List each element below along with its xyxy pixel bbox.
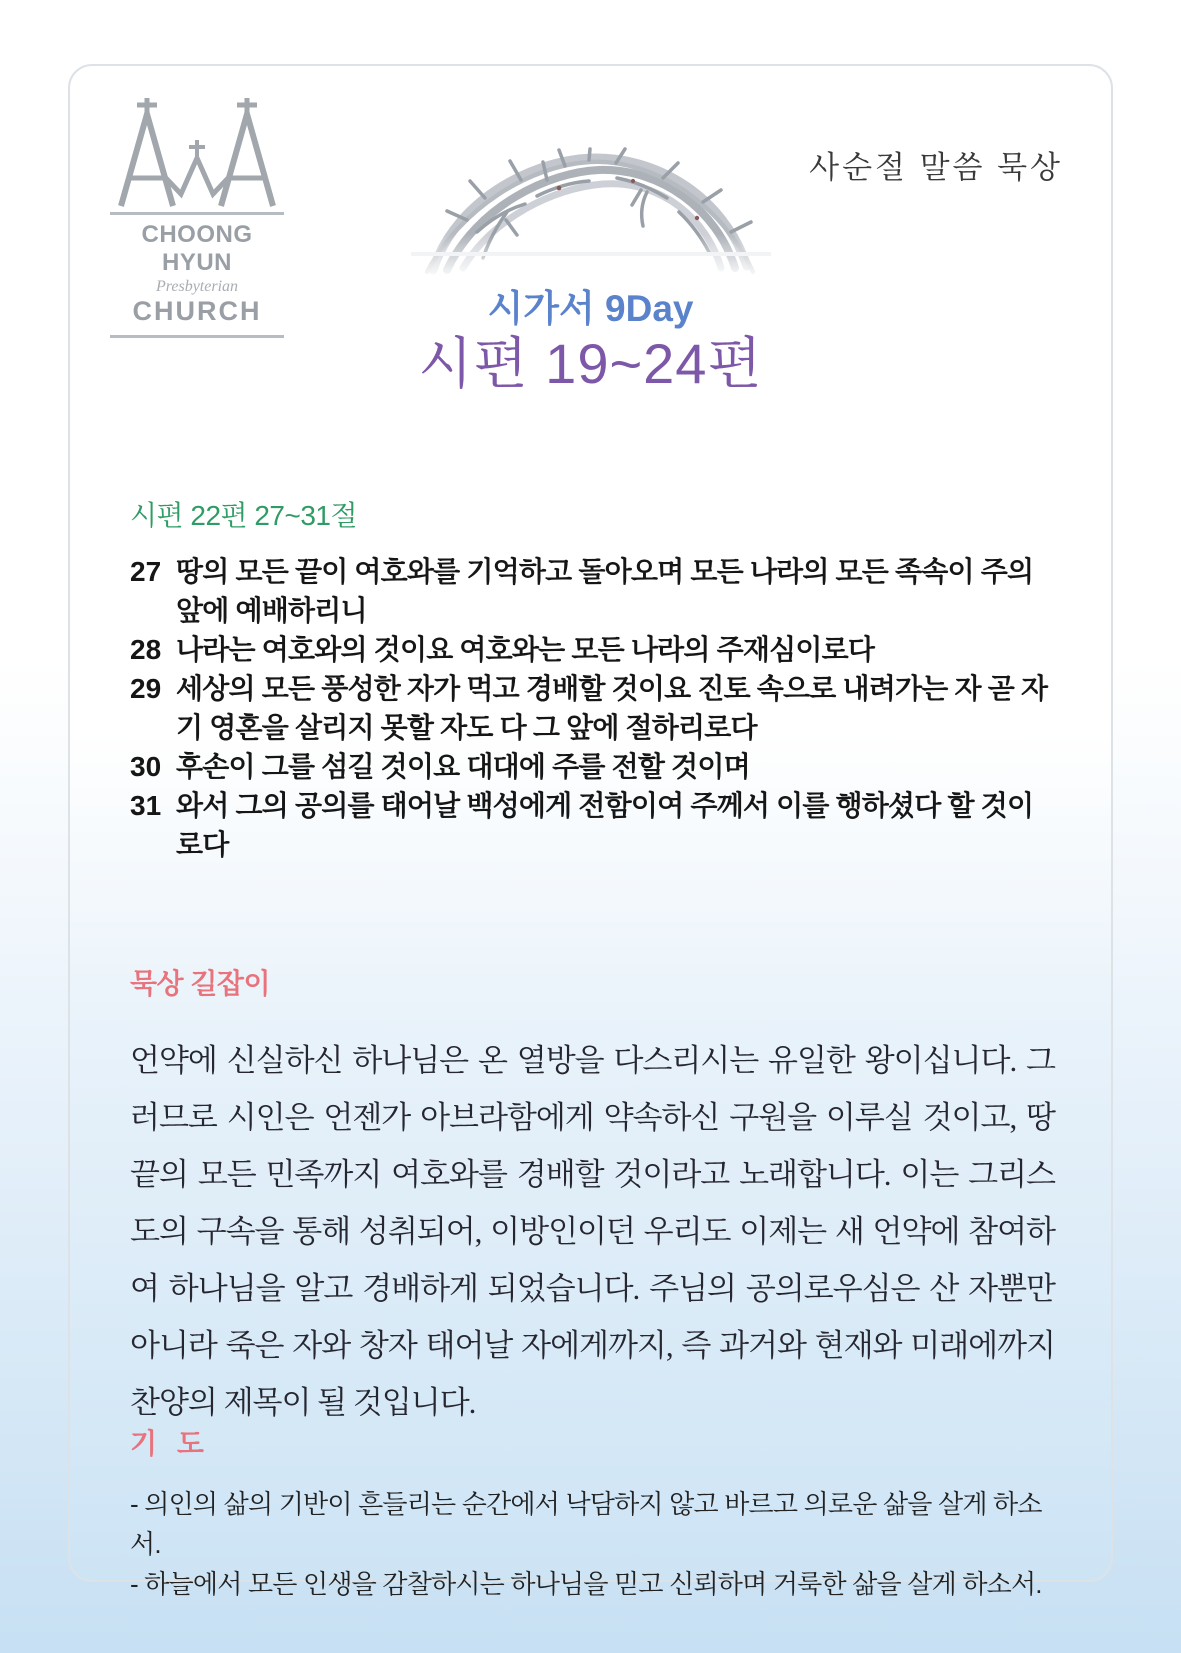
verse-number: 28	[130, 634, 162, 665]
verse-text: 세상의 모든 풍성한 자가 먹고 경배할 것이요 진토 속으로 내려가는 자 곧 자기 영혼을 살리지 못할 자도 다 그 앞에 절하리로다	[176, 673, 1048, 743]
logo-divider-top	[110, 212, 284, 215]
verse-text: 와서 그의 공의를 태어날 백성에게 전함이여 주께서 이를 행하셨다 할 것이로다	[176, 790, 1034, 860]
logo-name-line1: CHOONG HYUN	[141, 221, 253, 276]
verse-row	[130, 669, 1055, 747]
verse-number: 27	[130, 556, 162, 587]
page-title: 시편 19~24편	[418, 332, 763, 395]
verse-text: 후손이 그를 섬길 것이요 대대에 주를 전할 것이며	[176, 751, 750, 782]
logo-name-line2: Presbyterian	[155, 278, 239, 295]
devotional-card	[68, 64, 1113, 1599]
prayer-item: - 하늘에서 모든 인생을 감찰하시는 하나님을 믿고 신뢰하며 거룩한 삶을 살게 하소서.	[130, 1569, 1042, 1599]
prayer-list	[130, 1484, 1055, 1604]
meditation-guide-heading: 묵상 길잡이	[130, 968, 271, 999]
meditation-section	[130, 962, 1055, 1431]
scripture-section	[130, 494, 1055, 864]
verse-text: 땅의 모든 끝이 여호와를 기억하고 돌아오며 모든 나라의 모든 족속이 주의 앞에 예배하리니	[176, 556, 1034, 626]
series-title: 시가서 9Day	[487, 288, 694, 329]
lent-meditation-corner-note: 사순절 말씀 묵상	[809, 150, 1063, 185]
logo-name-line3: CHURCH	[132, 296, 262, 326]
verse-number: 30	[130, 751, 162, 782]
prayer-heading: 기 도	[130, 1428, 210, 1459]
verse-number: 31	[130, 790, 162, 821]
verse-list	[130, 552, 1055, 864]
prayer-section	[130, 1422, 1055, 1604]
meditation-body: 언약에 신실하신 하나님은 온 열방을 다스리시는 유일한 왕이십니다. 그러므로 시인은 언젠가 아브라함에게 약속하신 구원을 이루실 것이고, 땅 끝의 모든 민족까지 여호와를 경배할 것이라고 노래합니다. 이는 그리스도의 구속을 통해 성취되어, 이방인이던 우리도 이제는 새 언약에 참여하여 하나님을 알고 경배하게 되었습니다. 주님의 공의로우심은 산 자뿐만 아니라 죽은 자와 창자 태어날 자에게까지, 즉 과거와 현재와 미래에까지 찬양의 제목이 될 것입니다.	[130, 1043, 1055, 1420]
verse-row	[130, 786, 1055, 864]
verse-row	[130, 552, 1055, 630]
church-crosses-icon	[107, 96, 287, 208]
scripture-reference-heading: 시편 22편 27~31절	[130, 500, 358, 531]
verse-row	[130, 630, 1055, 669]
verse-row	[130, 747, 1055, 786]
verse-number: 29	[130, 673, 162, 704]
crown-of-thorns-image	[411, 148, 771, 280]
verse-text: 나라는 여호와의 것이요 여호와는 모든 나라의 주재심이로다	[176, 634, 875, 665]
prayer-item: - 의인의 삶의 기반이 흔들리는 순간에서 낙담하지 않고 바르고 의로운 삶을 살게 하소서.	[130, 1489, 1042, 1559]
